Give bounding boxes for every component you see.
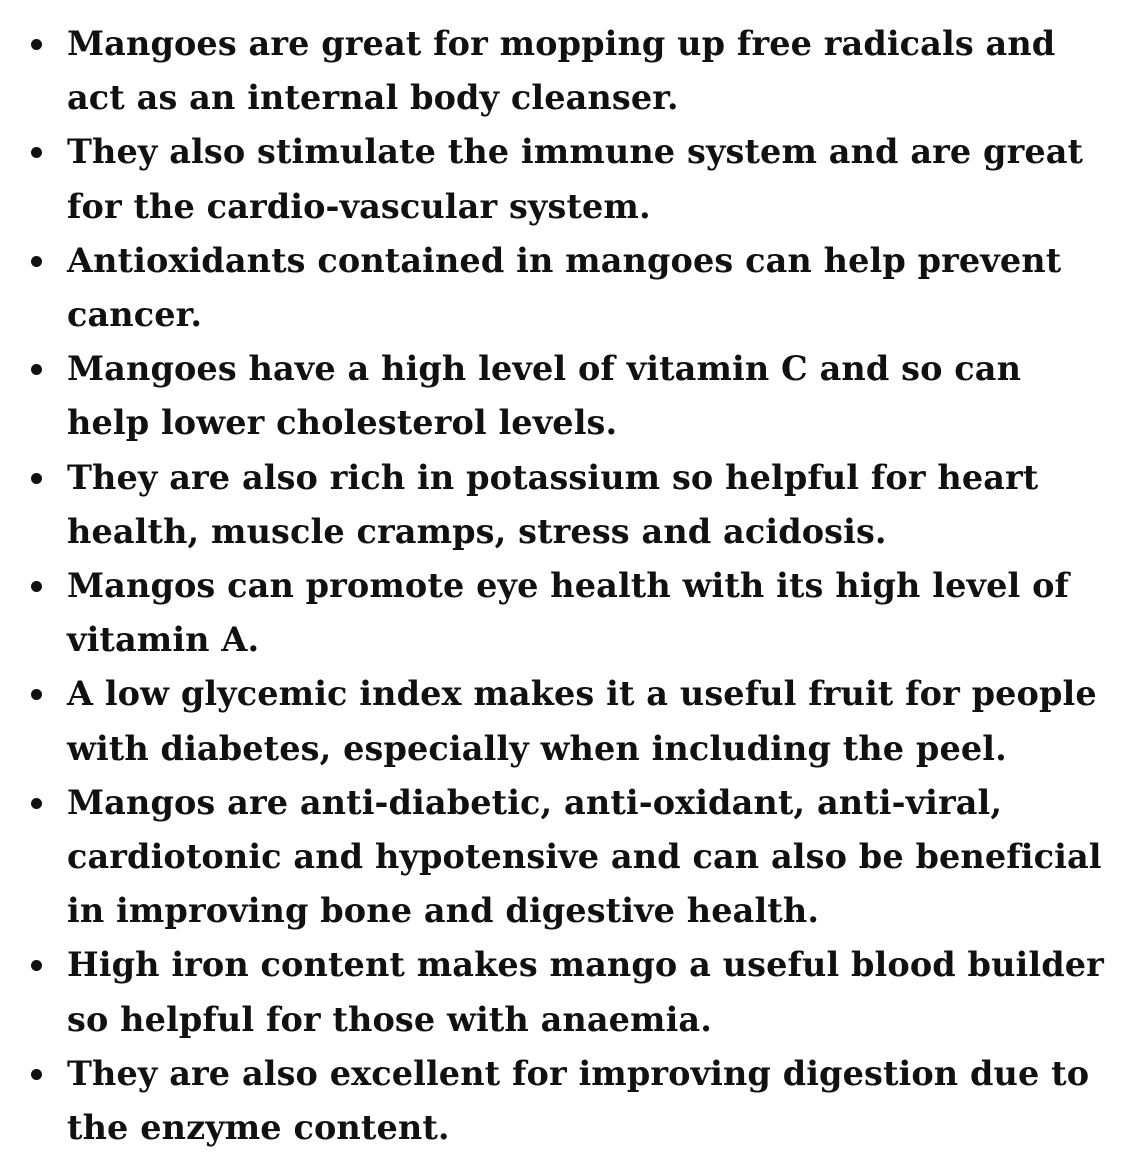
list-item [24,125,1114,233]
list-item [24,451,1114,559]
bullet-icon [31,147,42,158]
list-item-text: A low glycemic index makes it a useful fruit for people with diabetes, especially when including the peel. [67,674,1097,768]
list-item-text: They are also rich in potassium so helpful for heart health, muscle cramps, stress and acidosis. [67,457,1039,551]
list-item [24,342,1114,450]
list-item [24,234,1114,342]
list-item [24,667,1114,775]
list-item-text: Antioxidants contained in mangoes can help prevent cancer. [67,240,1062,335]
bullet-icon [31,364,42,375]
bullet-icon [31,798,42,809]
bullet-icon [31,39,42,50]
bullet-icon [31,960,42,971]
list-item-text: Mangoes have a high level of vitamin C and so can help lower cholesterol levels. [67,349,1022,443]
list-item-text: They are also excellent for improving digestion due to the enzyme content. [67,1053,1090,1148]
bullet-icon [31,256,42,267]
list-item-text: Mangoes are great for mopping up free radicals and act as an internal body cleanser. [67,24,1056,118]
list-item [24,776,1114,939]
list-item-text: Mangos are anti-diabetic, anti-oxidant, anti-viral, cardiotonic and hypotensive and can also be beneficial in improving bone and digestive health. [67,782,1102,931]
list-item-text: High iron content makes mango a useful blood builder so helpful for those with anaemia. [67,945,1104,1039]
list-item [24,938,1114,1046]
list-item [24,559,1114,667]
bullet-icon [31,1069,42,1080]
bullet-icon [31,689,42,700]
mango-benefits-list [24,17,1114,1155]
list-item [24,1047,1114,1155]
list-item-text: Mangos can promote eye health with its high level of vitamin A. [67,566,1070,660]
list-item-text: They also stimulate the immune system and are great for the cardio-vascular system. [67,132,1084,226]
bullet-icon [31,473,42,484]
list-item [24,17,1114,125]
bullet-icon [31,581,42,592]
